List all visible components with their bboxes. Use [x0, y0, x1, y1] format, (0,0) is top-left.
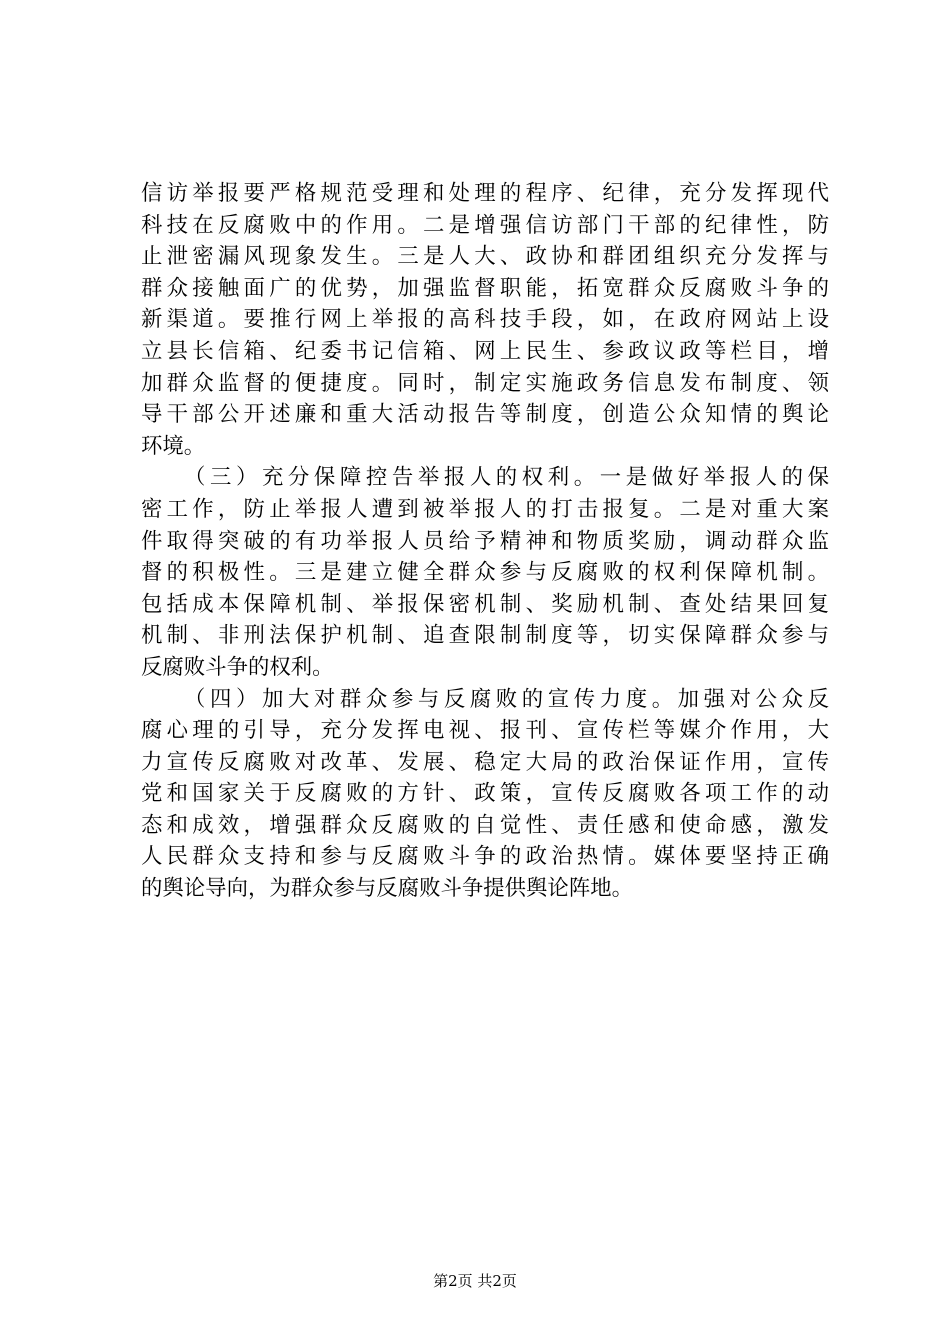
text-line: 信访举报要严格规范受理和处理的程序、纪律，充分发挥现代	[141, 181, 829, 206]
text-line: 包括成本保障机制、举报保密机制、奖励机制、查处结果回复	[141, 591, 829, 617]
text-line: 导干部公开述廉和重大活动报告等制度，创造公众知情的舆论	[141, 402, 829, 428]
text-line: 人民群众支持和参与反腐败斗争的政治热情。媒体要坚持正确	[141, 844, 829, 870]
text-line: 督的积极性。三是建立健全群众参与反腐败的权利保障机制。	[141, 560, 829, 586]
text-line: 态和成效，增强群众反腐败的自觉性、责任感和使命感，激发	[141, 812, 829, 838]
paragraph-first-line: （四）加大对群众参与反腐败的宣传力度。加强对公众反	[184, 686, 829, 712]
text-line: 加群众监督的便捷度。同时，制定实施政务信息发布制度、领	[141, 370, 829, 396]
text-line: 科技在反腐败中的作用。二是增强信访部门干部的纪律性，防	[141, 212, 829, 238]
paragraph-first-line: （三）充分保障控告举报人的权利。一是做好举报人的保	[184, 465, 829, 491]
body-text	[141, 178, 829, 905]
text-line: 群众接触面广的优势，加强监督职能，拓宽群众反腐败斗争的	[141, 275, 829, 301]
text-line: 密工作，防止举报人遭到被举报人的打击报复。二是对重大案	[141, 496, 829, 522]
text-line: 的舆论导向，为群众参与反腐败斗争提供舆论阵地。	[141, 876, 633, 902]
text-line: 止泄密漏风现象发生。三是人大、政协和群团组织充分发挥与	[141, 244, 829, 270]
text-line: 机制、非刑法保护机制、追查限制制度等，切实保障群众参与	[141, 623, 829, 649]
text-line: 新渠道。要推行网上举报的高科技手段，如，在政府网站上设	[141, 307, 829, 333]
text-line: 腐心理的引导，充分发挥电视、报刊、宣传栏等媒介作用，大	[141, 718, 829, 744]
text-line: 力宣传反腐败对改革、发展、稳定大局的政治保证作用，宣传	[141, 749, 829, 775]
text-line: 环境。	[141, 433, 206, 459]
text-line: 党和国家关于反腐败的方针、政策，宣传反腐败各项工作的动	[141, 781, 829, 807]
text-line: 件取得突破的有功举报人员给予精神和物质奖励，调动群众监	[141, 528, 829, 554]
text-line: 反腐败斗争的权利。	[141, 654, 334, 680]
page-footer: 第2页 共2页	[433, 1272, 517, 1290]
text-line: 立县长信箱、纪委书记信箱、网上民生、参政议政等栏目，增	[141, 338, 829, 364]
